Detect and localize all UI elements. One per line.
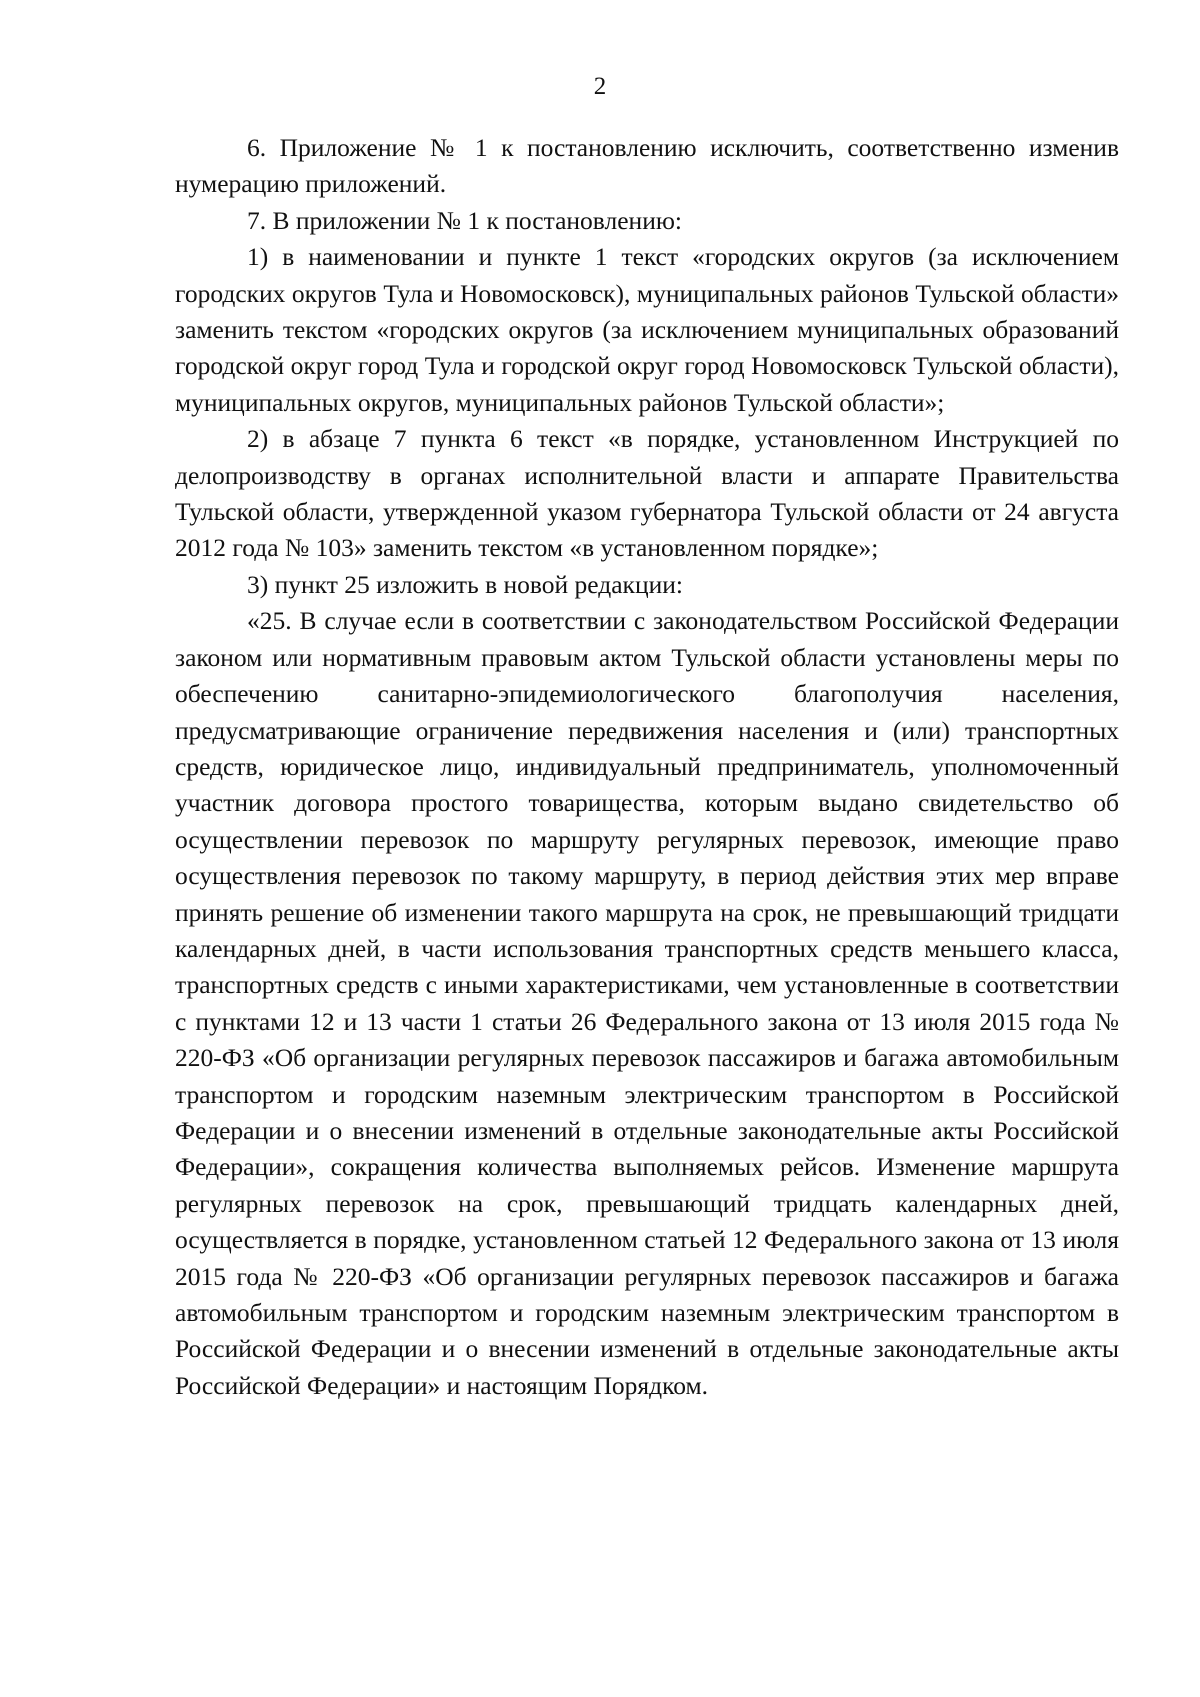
paragraph-subitem-2: 2) в абзаце 7 пункта 6 текст «в порядке, установленном Инструкцией по делопроизводству в органах исполнительной власти и аппарате Правительства Тульской области, утвержденной указом губернатора Тульской области от 24 августа 2012 года № 103» заменить текстом «в установленном порядке»; bbox=[175, 424, 1119, 563]
page-number: 2 bbox=[593, 73, 607, 100]
document-body bbox=[175, 130, 1119, 1404]
paragraph-subitem-3: 3) пункт 25 изложить в новой редакции: bbox=[247, 569, 683, 599]
paragraph-item-7: 7. В приложении № 1 к постановлению: bbox=[247, 205, 682, 235]
paragraph-item-6: 6. Приложение № 1 к постановлению исключить, соответственно изменив нумерацию приложений. bbox=[175, 133, 1119, 199]
paragraph-point-25: «25. В случае если в соответствии с законодательством Российской Федерации законом или нормативным правовым актом Тульской области установлены меры по обеспечению санитарно-эпидемиологического благополучия населения, предусматривающие ограничение передвижения населения и (или) транспортных средств, юридическое лицо, индивидуальный предприниматель, уполномоченный участник договора простого товарищества, которым выдано свидетельство об осуществлении перевозок по маршруту регулярных перевозок, имеющие право осуществления перевозок по такому маршруту, в период действия этих мер вправе принять решение об изменении такого маршрута на срок, не превышающий тридцати календарных дней, в части использования транспортных средств меньшего класса, транспортных средств с иными характеристиками, чем установленные в соответствии с пунктами 12 и 13 части 1 статьи 26 Федерального закона от 13 июля 2015 года № 220-ФЗ «Об организации регулярных перевозок пассажиров и багажа автомобильным транспортом и городским наземным электрическим транспортом в Российской Федерации и о внесении изменений в отдельные законодательные акты Российской Федерации», сокращения количества выполняемых рейсов. Изменение маршрута регулярных перевозок на срок, превышающий тридцать календарных дней, осуществляется в порядке, установленном статьей 12 Федерального закона от 13 июля 2015 года № 220-ФЗ «Об организации регулярных перевозок пассажиров и багажа автомобильным транспортом и городским наземным электрическим транспортом в Российской Федерации и о внесении изменений в отдельные законодательные акты Российской Федерации» и настоящим Порядком. bbox=[175, 606, 1119, 1400]
paragraph-subitem-1: 1) в наименовании и пункте 1 текст «городских округов (за исключением городских округов Тула и Новомосковск), муниципальных районов Тульской области» заменить текстом «городских округов (за исключением муниципальных образований городской округ город Тула и городской округ город Новомосковск Тульской области), муниципальных округов, муниципальных районов Тульской области»; bbox=[175, 242, 1119, 417]
